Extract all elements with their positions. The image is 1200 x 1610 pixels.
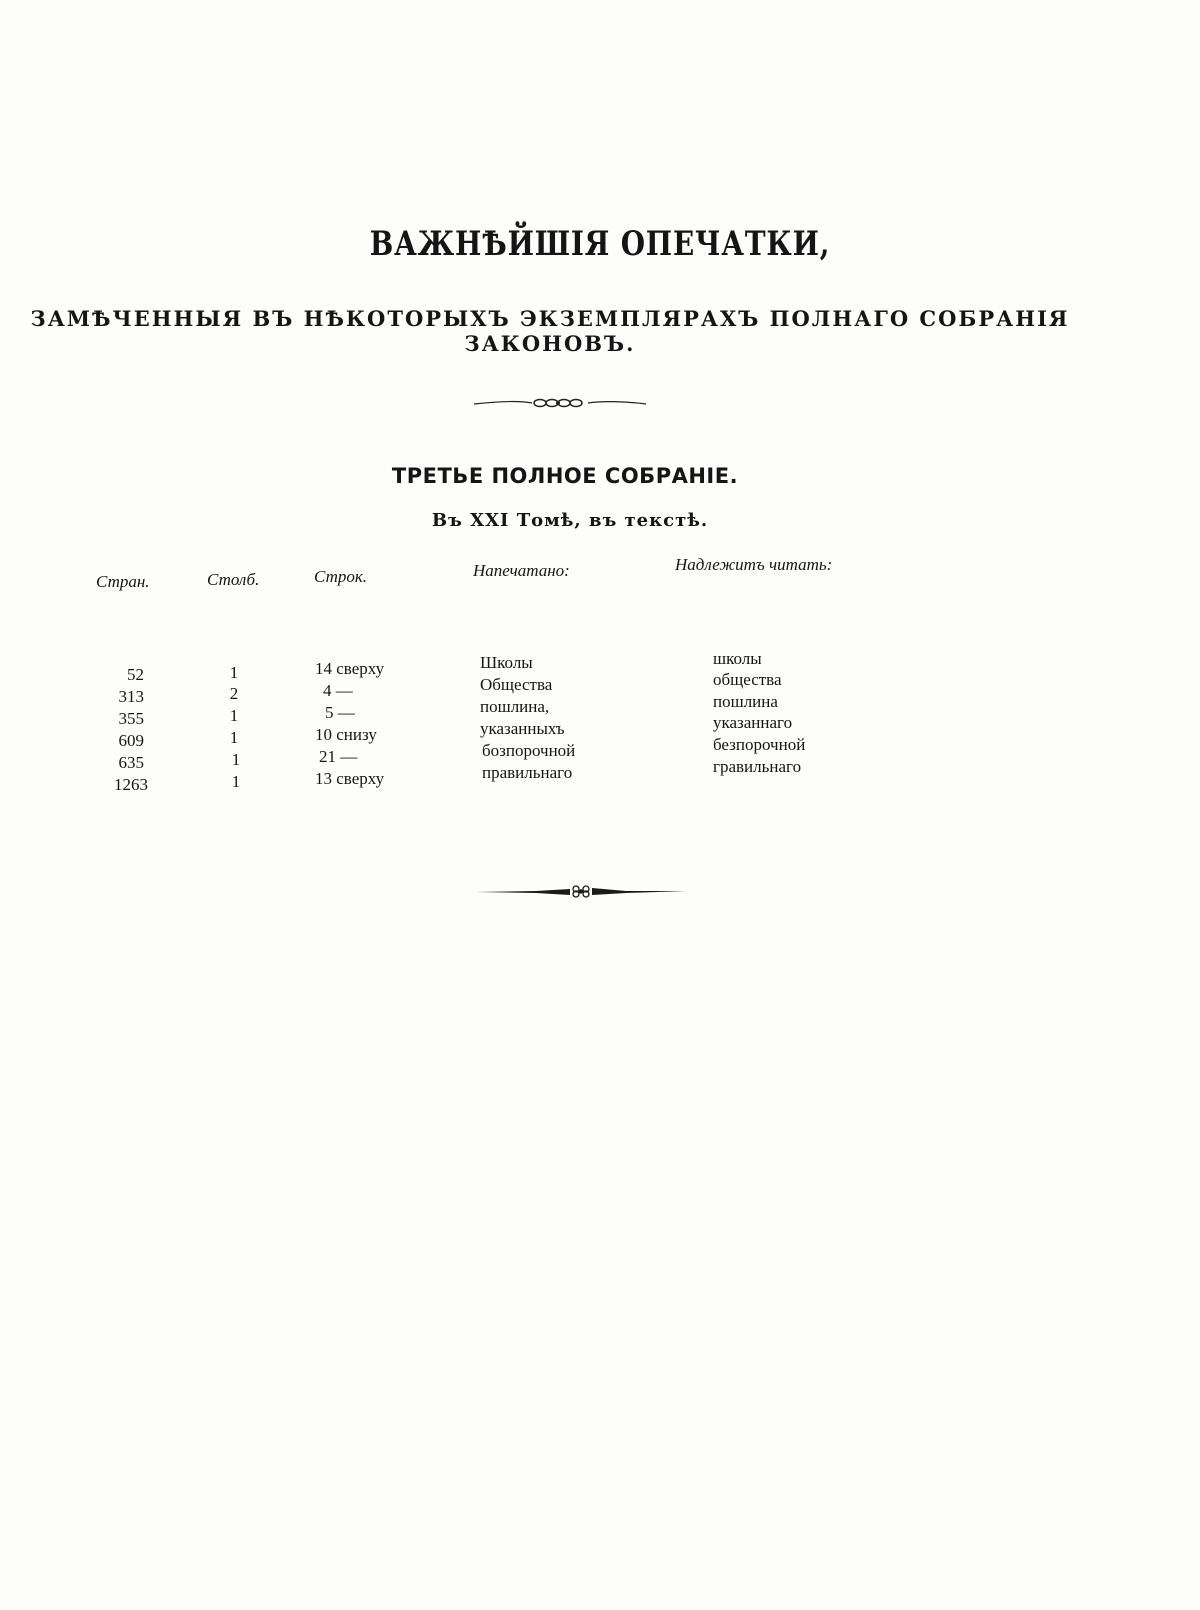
row-line: 14 сверху	[315, 659, 385, 678]
ornament-divider-top	[472, 394, 648, 412]
row-printed: Школы	[480, 653, 533, 672]
column-header-line: Строк.	[314, 567, 368, 586]
row-column: 1	[231, 750, 241, 769]
row-column: 1	[229, 663, 239, 682]
row-correct: школы	[713, 649, 762, 668]
row-page: 52	[127, 665, 144, 684]
row-line: 21 —	[319, 747, 358, 766]
volume-line: Въ XXI Томѣ, въ текстѣ.	[431, 510, 709, 531]
row-printed: бозпорочной	[482, 741, 576, 760]
row-line: 5 —	[325, 703, 355, 722]
row-printed: правильнаго	[482, 763, 573, 782]
row-printed: пошлина,	[480, 697, 550, 716]
row-page: 635	[118, 753, 144, 772]
row-page: 355	[118, 709, 144, 728]
row-column: 1	[229, 706, 239, 725]
row-line: 10 снизу	[315, 725, 377, 744]
row-page: 313	[118, 687, 144, 706]
row-line: 4 —	[323, 681, 353, 700]
page-title: ВАЖНѢЙШІЯ ОПЕЧАТКИ,	[369, 224, 831, 264]
page-subtitle: ЗАМѢЧЕННЫЯ ВЪ НѢКОТОРЫХЪ ЭКЗЕМПЛЯРАХЪ ПОЛНАГО СОБРАНІЯ ЗАКОНОВЪ.	[30, 306, 1070, 356]
row-page: 609	[118, 731, 144, 750]
row-line: 13 сверху	[315, 769, 385, 788]
row-correct: гравильнаго	[713, 757, 802, 776]
section-title: ТРЕТЬЕ ПОЛНОЕ СОБРАНІЕ.	[391, 464, 739, 488]
row-correct: общества	[713, 670, 782, 689]
row-printed: указанныхъ	[480, 719, 565, 738]
row-column: 1	[229, 728, 239, 747]
column-header-printed: Напечатано:	[473, 561, 570, 580]
row-correct: безпорочной	[713, 735, 806, 754]
row-page: 1263	[114, 775, 148, 794]
row-correct: указаннаго	[713, 713, 793, 732]
row-printed: Общества	[480, 675, 553, 694]
row-column: 1	[231, 772, 241, 791]
column-header-page: Стран.	[96, 572, 150, 591]
row-correct: пошлина	[713, 692, 778, 711]
column-header-column: Столб.	[207, 570, 260, 589]
row-column: 2	[229, 684, 239, 703]
column-header-correct: Надлежитъ читать:	[675, 555, 833, 574]
ornament-divider-bottom	[476, 883, 686, 899]
